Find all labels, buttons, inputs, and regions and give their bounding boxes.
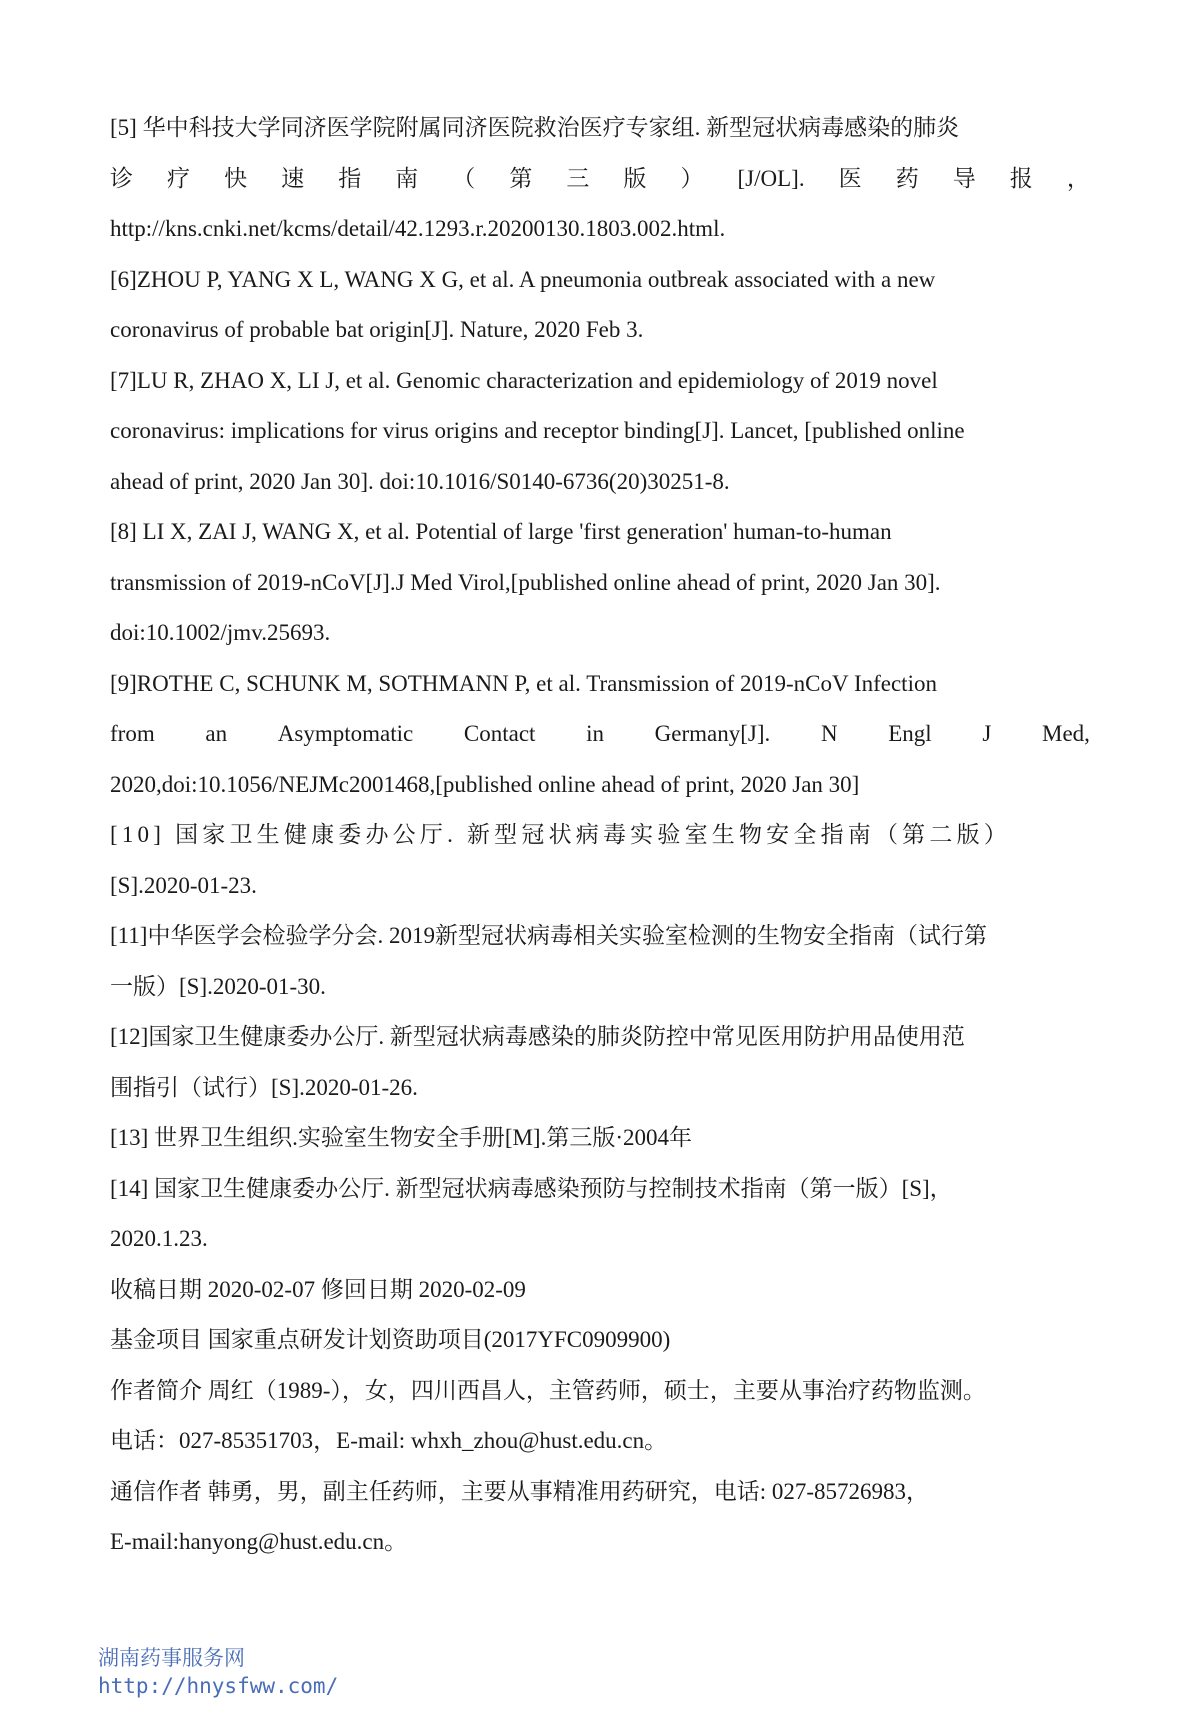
author-contact: 电话：027-85351703，E-mail: whxh_zhou@hust.edu.cn。 (110, 1428, 668, 1453)
reference-5-line-1: [5] 华中科技大学同济医学院附属同济医院救治医疗专家组. 新型冠状病毒感染的肺炎 (110, 115, 960, 140)
reference-5-word: 指 (338, 165, 362, 191)
reference-9-word: an (205, 721, 228, 746)
reference-5-word: 医 (838, 165, 862, 191)
reference-5-word: ， (1066, 165, 1090, 191)
reference-12-line-1: [12]国家卫生健康委办公厅. 新型冠状病毒感染的肺炎防控中常见医用防护用品使用范 (110, 1024, 965, 1049)
reference-14 (110, 1164, 1090, 1265)
reference-5-word: 速 (281, 165, 305, 191)
reference-5-word: 版 (623, 165, 647, 191)
reference-13 (110, 1113, 1090, 1164)
reference-5-word: [J/OL]. (737, 165, 805, 191)
reference-12-line-2: 围指引（试行）[S].2020-01-26. (110, 1074, 418, 1100)
reference-5-word: 药 (895, 165, 919, 191)
reference-9-word: Contact (463, 721, 536, 746)
reference-11-line-1: [11]中华医学会检验学分会. 2019新型冠状病毒相关实验室检测的生物安全指南（试行第 (110, 923, 987, 948)
reference-5-word: 第 (509, 165, 533, 191)
reference-8-line-1: [8] LI X, ZAI J, WANG X, et al. Potential of large 'first generation' human-to-human (110, 519, 892, 544)
corresponding-email: E-mail:hanyong@hust.edu.cn。 (110, 1529, 408, 1554)
reference-8-line-3: doi:10.1002/jmv.25693. (110, 620, 331, 645)
reference-9-word: Germany[J]. (654, 721, 771, 746)
reference-5-word: 报 (1009, 165, 1033, 191)
reference-7 (110, 356, 1090, 508)
reference-9-word: Med, (1042, 721, 1090, 746)
corresponding-author: 通信作者 韩勇，男，副主任药师，主要从事精准用药研究，电话: 027-85726983， (110, 1478, 930, 1504)
reference-9-line-3: 2020,doi:10.1056/NEJMc2001468,[published online ahead of print, 2020 Jan 30] (110, 771, 860, 797)
reference-5-word: 三 (566, 165, 590, 191)
reference-9-word: N (820, 721, 838, 746)
reference-5-word: ） (680, 165, 704, 191)
reference-5-word: 快 (224, 165, 248, 191)
reference-8-line-2: transmission of 2019-nCoV[J].J Med Virol,[published online ahead of print, 2020 Jan 30]. (110, 569, 941, 595)
reference-6-line-2: coronavirus of probable bat origin[J]. Nature, 2020 Feb 3. (110, 317, 644, 342)
reference-5-url[interactable]: http://kns.cnki.net/kcms/detail/42.1293.r.20200130.1803.002.html. (110, 216, 726, 241)
reference-9-word: Asymptomatic (277, 721, 414, 746)
reference-9-word: Engl (888, 721, 932, 746)
author-bio: 作者简介 周红（1989-），女，四川西昌人，主管药师，硕士，主要从事治疗药物监测。 (110, 1377, 986, 1403)
reference-9-line-2 (110, 709, 1090, 760)
reference-5-word: 诊 (110, 165, 133, 191)
reference-5 (110, 103, 1090, 255)
reference-11 (110, 911, 1090, 1012)
site-url[interactable]: http://hnysfww.com/ (98, 1674, 339, 1698)
reference-page (110, 103, 1090, 1568)
reference-5-word: （ (452, 165, 476, 191)
reference-14-line-2: 2020.1.23. (110, 1226, 208, 1251)
reference-5-word: 导 (952, 165, 976, 191)
reference-9-line-1: [9]ROTHE C, SCHUNK M, SOTHMANN P, et al. Transmission of 2019-nCoV Infection (110, 670, 937, 696)
received-date: 收稿日期 2020-02-07 修回日期 2020-02-09 (110, 1276, 526, 1302)
reference-9-word: in (586, 721, 604, 746)
reference-12 (110, 1012, 1090, 1113)
reference-9-word: from (110, 721, 155, 746)
site-footer (98, 1644, 338, 1700)
article-meta (110, 1265, 1090, 1568)
site-name[interactable]: 湖南药事服务网 (98, 1646, 245, 1670)
reference-9-word: J (982, 721, 992, 746)
reference-11-line-2: 一版）[S].2020-01-30. (110, 973, 326, 999)
reference-14-line-1: [14] 国家卫生健康委办公厅. 新型冠状病毒感染预防与控制技术指南（第一版）[S]， (110, 1175, 953, 1201)
reference-5-word: 南 (395, 165, 419, 191)
reference-7-line-2: coronavirus: implications for virus origins and receptor binding[J]. Lancet, [published online (110, 418, 965, 443)
reference-6-line-1: [6]ZHOU P, YANG X L, WANG X G, et al. A pneumonia outbreak associated with a new (110, 266, 936, 292)
reference-8 (110, 507, 1090, 659)
fund-project: 基金项目 国家重点研发计划资助项目(2017YFC0909900) (110, 1327, 671, 1352)
reference-13-line-1: [13] 世界卫生组织.实验室生物安全手册[M].第三版·2004年 (110, 1125, 692, 1150)
reference-5-word: 疗 (167, 165, 191, 191)
reference-7-line-1: [7]LU R, ZHAO X, LI J, et al. Genomic characterization and epidemiology of 2019 novel (110, 367, 938, 393)
reference-7-line-3: ahead of print, 2020 Jan 30]. doi:10.1016/S0140-6736(20)30251-8. (110, 468, 730, 494)
reference-6 (110, 255, 1090, 356)
reference-10-line-2: [S].2020-01-23. (110, 872, 257, 898)
reference-9 (110, 659, 1090, 811)
reference-10 (110, 810, 1090, 911)
reference-10-line-1: [10] 国家卫生健康委办公厅. 新型冠状病毒实验室生物安全指南（第二版） (110, 822, 1011, 847)
reference-5-line-2 (110, 154, 1090, 205)
